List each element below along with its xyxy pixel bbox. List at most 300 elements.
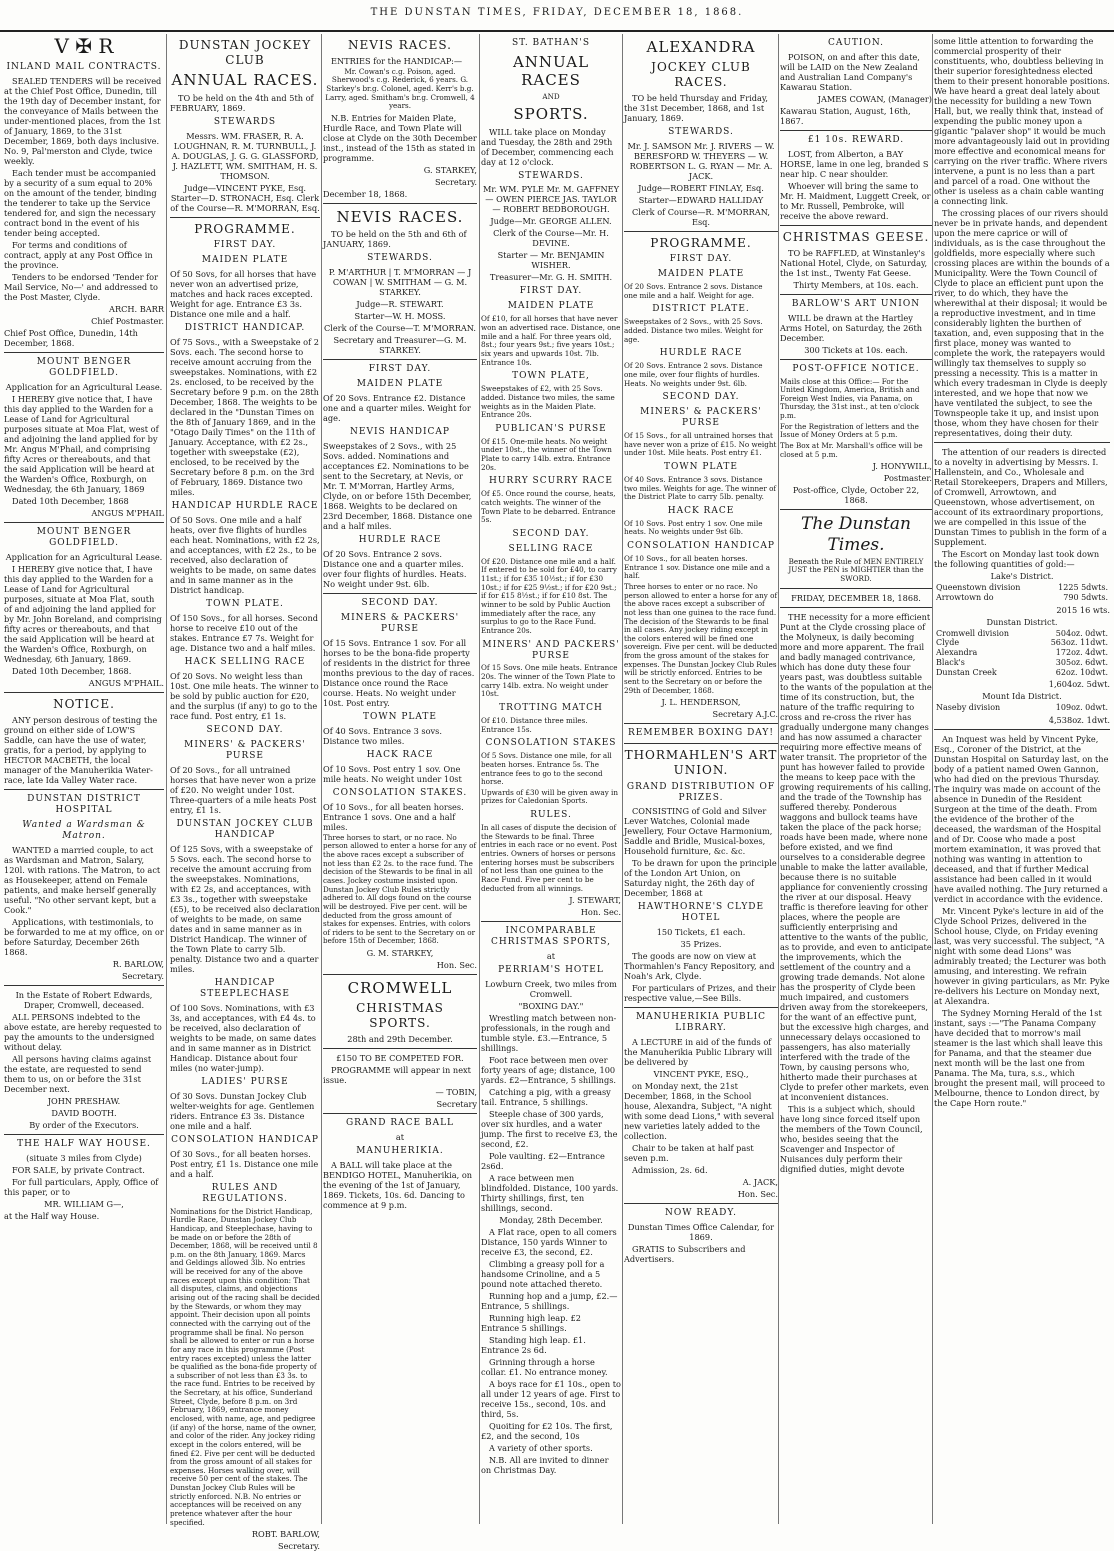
divider (624, 1203, 778, 1204)
race-details: Of 125 Sovs, with a sweepstake of 5 Sovs. each. The second horse to receive the amount accruing from the sweepstakes. Nominations, with £2 2s, and acceptances, with £3 3s., together with sweepstake (£5), to be received also declaration of weights to be made, on same dates and in same manner as in District Handicap. The winner of the Town Plate to carry 5lb. penalty. Distance two and a quarter miles. (170, 843, 320, 974)
signature-title: Secretary. (434, 176, 477, 187)
signature: DAVID BOOTH. (51, 1107, 117, 1118)
race-title: HURDLE RACE (358, 535, 442, 545)
news-paragraph: The Escort on Monday last took down the following quantities of gold:— (934, 549, 1100, 569)
race-details: Of 10 Sovs. Post entry 1 sov. One mile heats. No weights under 9st 6lb. (624, 518, 763, 537)
race-details: Of 50 Sovs. One mile and a half heats, over five flights of hurdles each heat. Nominations, with £2 2s, and acceptances, with £2 2s., to be received, also declaration of weights to be made, on same dates and in same manner as in the District handicap. (170, 515, 320, 596)
signature: A. JACK, (742, 1177, 778, 1188)
race-details: Of 20 Sovs. Entrance £2. Distance one and a quarter miles. Weight for age. (323, 393, 471, 424)
signature: G. M. STARKEY, (366, 948, 434, 959)
gold-quantity: 305oz. 6dwt. (1055, 657, 1108, 667)
signature-title: Secretary (436, 1098, 477, 1109)
news-paragraph: Mr. Vincent Pyke's lecture in aid of the Clyde School Prizes, delivered in the School house, Clyde, on Friday evening last, was very successful. The subject, "A night with some dead Lions" was admirably treated; the Lecturer was both amusing, and interesting. We refrain however in giving particulars, as Mr. Pyke re-delivers his Lecture on Monday next, at Alexandra. (934, 906, 1110, 1006)
officials: Judge—R. STEWART. (356, 299, 444, 310)
gold-table (934, 583, 1110, 603)
subheading: STEWARDS. (518, 170, 584, 181)
paragraph: POISON, on and after this date, will be LAID on the New Zealand and Australian Land Company's Kawarau Station. (780, 51, 920, 92)
race-title: HURRY SCURRY RACE (489, 476, 613, 487)
table-row (934, 668, 1110, 678)
signature: — TOBIN, (435, 1086, 477, 1097)
subheading: Application for an Agricultural Lease. (5, 552, 163, 563)
editorial-paragraph: This is a subject which, should have long since forced itself upon the members of the Town Council, who, besides seeing that the Scavenger and Inspector of Nuisances duly perform their dignified duties, might devote (780, 1103, 923, 1174)
division-name: Naseby division (936, 703, 1001, 713)
heading: CROMWELL (347, 979, 453, 998)
paragraph: A LECTURE in aid of the funds of the Manuherikia Public Library will be delivered by (624, 1037, 773, 1068)
heading: ALEXANDRA (646, 38, 756, 56)
paragraph: A boys race for £1 10s., open to all under 12 years of age. First to receive 15s., second, 10s. and third, 5s. (481, 1379, 621, 1420)
editorial-paragraph: THE necessity for a more efficient Punt at the Clyde crossing place of the Molyneux, is daily becoming more and more apparent. The frail and badly managed contrivance, which has done duty these four years past, was doubtless suitable to the wants of the population at the time of its construction, but, the nature of the traffic requiring to cross and re-cross the river has gradually undergone many changes and has now assumed a character requiring more effective means of water transit. The proprietor of the punt has however failed to provide the means to keep pace with the growing requirements of his calling, and the trade of the Township has suffered thereby. Ponderous waggons and bullock teams have taken the place of the pack horse; roads have been made, where none before existed, and we find ourselves to a considerable degree unable to make the latter available, because there is no suitable appliance for conveniently crossing the river at our disposal. Heavy traffic is therefore leaving for other places, where the people are sufficiently enterprising and attentive to the wants of the public, as to provide, and even to anticipate the improvements, which the settlement of the country and a growing trade demands. Not alone has the prosperity of Clyde been much impaired, and customers driven away from the storekeepers, for the want of an effective punt, but the excessive high charges, and unnecessary delays occasioned to passengers, has also materially interfered with the trade of the Town, by causing persons who, hitherto made their purchases at Clyde to prefer other markets, even at inconvenient distances. (780, 611, 932, 1102)
paragraph: Mails close at this Office:— For the United Kingdom, America, British and Foreign West Indies, via Panama, on Thursday, the 31st inst., at ten o'clock p.m. (780, 376, 920, 421)
dateline: December 18, 1868. (323, 188, 408, 199)
paragraph: For terms and conditions of contract, apply at any Post Office in the province. (4, 240, 153, 271)
signature: J. L. HENDERSON, (661, 697, 741, 708)
paragraph: Tenders to be endorsed 'Tender for Mail Service, No—' and addressed to the Post Master, Clyde. (4, 272, 159, 303)
paragraph: Catching a pig, with a greasy tail. Entrance, 5 shillings. (481, 1087, 611, 1108)
officials: Treasurer—Mr. G. H. SMITH. (489, 272, 613, 283)
heading: PROGRAMME. (194, 221, 296, 236)
heading: ST. BATHAN'S (511, 38, 591, 48)
signature: ANGUS M'PHAIL. (88, 678, 164, 689)
officials: Clerk of Course—R. M'MORRAN, Esq. (632, 206, 770, 227)
subheading: FIRST DAY. (519, 286, 583, 297)
table-heading: Dunstan District. (986, 616, 1058, 627)
news-paragraph: The attention of our readers is directed to a novelty in advertising by Messrs. I. Hallenstein, and Co., Wholesale and Retail Storekeepers, Drapers and Millers, of Cromwell, Arrowtown, and Queenstown, whose advertisement, on account of its extraordinary proportions, we are compelled in this issue of the Dunstan Times to publish in the form of a Supplement. (934, 447, 1108, 547)
table-total: 4,538oz. 1dwt. (1048, 715, 1110, 725)
race-details: Of 10 Sovs. Post entry 1 sov. One mile heats. No weight under 10st (323, 763, 462, 784)
table-row (934, 583, 1110, 593)
signature-title: Hon. Sec. (580, 907, 621, 918)
newspaper-nameplate: The Dunstan Times. (801, 514, 911, 555)
division-name: Dunstan Creek (936, 667, 997, 677)
paragraph: A Flat race, open to all comers Distance, 150 yards Winner to receive £3, the second, £2. (481, 1227, 617, 1258)
paragraph: Lowburn Creek, two miles from Cromwell. (485, 979, 617, 1000)
divider (323, 1048, 477, 1049)
race-details: Of 15 Sovs. One mile heats. Entrance 20s. The winner of the Town Plate to carry 14lb. extra. No weight under 10st. (481, 663, 618, 699)
signature: ANGUS M'PHAIL (91, 508, 164, 519)
paragraph: LOST, from Alberton, a BAY HORSE, lame in one leg, branded S near hip. C near shoulder. (780, 148, 929, 179)
masthead: THE DUNSTAN TIMES, FRIDAY, DECEMBER 18, 1868. (0, 0, 1114, 32)
paragraph: WILL be drawn at the Hartley Arms Hotel, on Saturday, the 26th December. (780, 312, 923, 343)
gold-quantity: 1225 5dwts. (1058, 583, 1108, 592)
race-details: Of 10 Sovs., for all beaten horses. Entrance 1 sovs. One and a half miles. (323, 801, 464, 832)
race-details: Of 10 Sovs., for all beaten horses. Entrance 1 sov. Distance one mile and a half. (624, 554, 770, 581)
subheading: "BOXING DAY." (518, 1001, 584, 1012)
race-title: TOWN PLATE (664, 461, 738, 472)
race-title: DISTRICT HANDICAP. (184, 323, 306, 334)
heading: PROGRAMME. (650, 235, 752, 250)
stewards-list: P. M'ARTHUR | T. M'MORRAN — J COWAN | W. SMITHAM — G. M. STARKEY. (328, 267, 472, 298)
paragraph: Thirty Members, at 10s. each. (793, 279, 919, 290)
table-row (934, 593, 1110, 603)
heading: THE HALF WAY HOUSE. (17, 1138, 151, 1149)
signature: ROBT. BARLOW, (251, 1529, 320, 1540)
paragraph: The Box at Mr. Marshall's office will be closed at 5 p.m. (780, 440, 923, 459)
signature-title: Secretary A.J.C. (712, 709, 778, 720)
divider (780, 294, 932, 295)
heading: NOTICE. (53, 697, 115, 712)
stewards-list: Mr. WM. PYLE Mr. M. GAFFNEY — OWEN PIERCE JAS. TAYLOR — ROBERT BEDBOROUGH. (482, 184, 620, 215)
gold-quantity: 790 5dwts. (1063, 592, 1108, 602)
subheading: FIRST DAY. (669, 254, 733, 265)
heading: INCOMPARABLE CHRISTMAS SPORTS, (491, 926, 611, 948)
signature: J. HONYWILL, (872, 461, 932, 472)
paragraph: ENTRIES for the HANDICAP:— (331, 55, 463, 66)
subheading: FIRST DAY. (213, 240, 277, 251)
divider (780, 225, 932, 226)
heading: THORMAHLEN'S ART UNION. (624, 748, 778, 777)
race-title: TOWN PLATE, (512, 371, 590, 382)
heading: NEVIS RACES. (348, 38, 452, 52)
race-title: TOWN PLATE (363, 711, 437, 722)
paragraph: The goods are now on view at Thormahlen's Fancy Repository, and Noah's Ark, Clyde. (624, 951, 775, 982)
column-divider (778, 34, 779, 1524)
race-details: Of 40 Sovs. Entrance 3 sovs. Distance two miles. (323, 725, 442, 746)
race-title: DISTRICT PLATE. (652, 304, 750, 315)
paragraph: For full particulars, Apply, Office of this paper, or to (4, 1176, 159, 1197)
paragraph: Chair to be taken at half past seven p.m. (624, 1143, 754, 1164)
editorial-paragraph: some little attention to forwarding the commercial prosperity of their constituents, who, doubtless believing in their superior foresightedness elected them to their present honorable positions. We have heard a great deal lately about the necessity for building a new Town Hall, but, we really think that, instead of expending the public money upon a gigantic "palaver shop" it would be much more advantageously laid out in providing more effective and economical means for carrying on the river traffic. Where rivers intervene, a punt is no less than a part and parcel of a road. One without the other is useless as a chain cable wanting a connecting link. (934, 36, 1110, 206)
column-3 (323, 34, 477, 1524)
paragraph: Grinning through a horse collar. £1. No entrance money. (481, 1357, 608, 1378)
divider (323, 203, 477, 204)
heading: ANNUAL RACES (512, 52, 590, 90)
stewards-list: Mr. J. SAMSON Mr. J. RIVERS — W. BERESFORD W. THEYERS — W. ROBERTSON L. G. RYAN — Mr. A. JACK. (627, 140, 775, 181)
subheading: £150 TO BE COMPETED FOR. (336, 1052, 464, 1063)
heading: MANUHERIKIA PUBLIC LIBRARY. (635, 1012, 767, 1034)
divider (4, 692, 164, 693)
column-1 (4, 34, 164, 1524)
stewards-list: Messrs. WM. FRASER, R. A. LOUGHNAN, R. M. TURNBULL, J. A. DOUGLAS, J. G. G. GLASSFORD, J. HAZLETT, WM. SMITHAM, H. S. THOMSON. (171, 130, 319, 181)
rules-text: Three horses to enter or no race. No person allowed to enter a horse for any of the above races except a subscriber of not less than one guinea to the race fund. The decision of the Stewards to be final in all cases. Any jockey riding except in the colors entered will be fined one sovereign. Five per cent. will be deducted from the gross amount of the stakes for expenses. The Dunstan Jockey Club Rules will be strictly enforced. Entries to be sent to the Secretary on or before the 29th of December, 1868. (624, 582, 778, 695)
signature-title: Secretary. (277, 1541, 320, 1551)
table-row (934, 658, 1110, 668)
paragraph: A BALL will take place at the BENDIGO HOTEL, Manuherikia, on the evening of the 1st of January, 1869. Tickets, 10s. 6d. Dancing to commence at 9 p.m. (323, 1159, 473, 1210)
rules-text: Nominations for the District Handicap, Hurdle Race, Dunstan Jockey Club Handicap, and Steeplechase, having to be made on or before the 28th of December, 1868, will be received until 8 p.m. on the 8th January, 1869. Marcs and Geldings allowed 3lb. No entries will be received for any of the above races except upon this condition: That all disputes, claims, and objections arising out of the racing shall be decided by the Stewards, or whom they may appoint. Their decision upon all points connected with the carrying out of the programme shall be final. No person shall be allowed to enter or run a horse for any race in this programme (Post entry races excepted) unless the latter be qualified as the bona-fide property of a subscriber of not less than £3 3s. to the race fund. Entries to be received by the Secretary, at his office, Sunderland Street, Clyde, before 8 p.m. on 3rd February, 1869, entrance money enclosed, with name, age, and pedigree (if any) of the horse, name of the owner, and color of the rider. Any jockey riding except in the colors entered, will be fined £2. Five per cent will be deducted from the gross amount of all stakes for expenses. Horses walking over, will receive 50 per cent of the stakes. The Dunstan Jockey Club Rules will be strictly enforced. N.B. No entries or acceptances will be received on any pretence whatever after the hour specified. (170, 1206, 320, 1527)
heading: MANUHERIKIA. (356, 1145, 444, 1156)
column-2 (170, 34, 320, 1551)
race-title: DUNSTAN JOCKEY CLUB HANDICAP (176, 818, 314, 840)
paragraph: SEALED TENDERS will be received at the Chief Post Office, Dunedin, till the 19th day of December instant, for the conveyance of Mails between the under-mentioned places, from the 1st of January, 1869, to the 31st December, 1869, both days inclusive. No. 9, Pal'merston and Clyde, twice weekly. (4, 76, 162, 167)
race-title: CONSOLATION STAKES. (332, 787, 468, 798)
issue-date: FRIDAY, DECEMBER 18, 1868. (791, 592, 921, 603)
subheading: Application for an Agricultural Lease. (5, 382, 163, 393)
paragraph: Standing high leap. £1. Entrance 2s 6d. (481, 1335, 586, 1356)
officials: Starter—W. H. MOSS. (354, 311, 446, 322)
paragraph: 35 Prizes. (680, 939, 722, 950)
signature: G. STARKEY, (423, 164, 477, 175)
race-details: Of 40 Sovs. Entrance 3 sovs. Distance two miles. Weights for age. The winner of the District Plate to carry 5lb. penalty. (624, 474, 777, 502)
race-title: MAIDEN PLATE (507, 301, 595, 312)
officials: Clerk of the Course—Mr. H. DEVINE. (493, 228, 609, 249)
heading: CHRISTMAS GEESE. (782, 229, 930, 244)
divider (170, 217, 320, 218)
paragraph: Quoiting for £2 10s. The first, £2, and the second, 10s (481, 1421, 613, 1442)
paragraph: WANTED a married couple, to act as Wardsman and Matron, Salary, 120l. with rations. The Matron, to act as Housekeeper, attend on Female patients, and make herself generally useful. "No other servant kept, but a Cook." (4, 844, 161, 915)
gold-table (934, 703, 1110, 713)
race-title: TOWN PLATE. (206, 599, 284, 610)
table-row (934, 648, 1110, 658)
paragraph: on Monday next, the 21st December, 1868, in the School house, Alexandra, Subject, "A night with some dead Lions," with several new varieties lately added to the collection. (624, 1081, 775, 1142)
divider (624, 1007, 778, 1008)
race-details: Of 100 Sovs. Nominations, with £3 3s, and acceptances, with £4 4s. to be received, also declaration of weights to be made, on same dates and in same manner as in District Handicap. Distance about four miles (no water-jump). (170, 1002, 317, 1073)
race-title: HACK SELLING RACE (184, 656, 306, 667)
divider (323, 593, 477, 594)
race-title: HACK RACE (667, 505, 735, 516)
paragraph: A race between men blindfolded. Distance, 100 yards. Thirty shillings, first, ten shillings, second. (481, 1173, 619, 1214)
heading: DUNSTAN JOCKEY CLUB (178, 38, 312, 67)
race-details: Of 20 Sovs. Entrance 2 sovs. Distance one mile and a half. Weight for age. (624, 282, 763, 300)
divider (481, 921, 621, 922)
paragraph: 300 Tickets at 10s. each. (804, 344, 908, 355)
gold-quantity: 172oz. 4dwt. (1055, 648, 1108, 657)
signature-title: Postmaster. (883, 473, 932, 484)
heading: ANNUAL RACES. (171, 71, 319, 90)
division-name: Clyde (936, 638, 960, 648)
column-divider (321, 34, 322, 1524)
paragraph: All persons having claims against the estate, are requested to send them to us, on or before the 31st December next. (4, 1053, 152, 1094)
race-title: CONSOLATION HANDICAP (171, 1134, 319, 1145)
race-details: Of 30 Sovs., for all beaten horses. Post entry, £1 1s. Distance one mile and a half. (170, 1148, 319, 1179)
subheading: STEWARDS. (367, 253, 433, 264)
officials: Judge—Mr. GEORGE ALLEN. (490, 216, 612, 227)
heading: MOUNT BENGER GOLDFIELD. (36, 357, 132, 379)
officials: Starter — Mr. BENJAMIN WISHER. (497, 250, 605, 271)
heading: INLAND MAIL CONTRACTS. (6, 62, 162, 73)
paragraph: CONSISTING of Gold and Silver Lever Watches, Colonial made Jewellery, Four Octave Harmonium, Saddle and Bridle, Musical-boxes, Household furniture, &c. &c. (624, 806, 773, 857)
race-details: Of £10, for all horses that have never won an advertised race. Distance, one mile and a half. For three years old, 8st.; four years 9st.; five years 10st.; six years and upwards 10st. 7lb. Entrance 10s. (481, 314, 621, 367)
subheading: SECOND DAY. (206, 724, 284, 735)
race-title: MINERS' & PACKERS' PURSE (184, 739, 306, 761)
paragraph: For the Registration of letters and the Issue of Money Orders at 5 p.m. (780, 421, 919, 440)
race-title: PUBLICAN'S PURSE (495, 423, 607, 434)
race-title: MINERS' AND PACKERS' PURSE (482, 639, 620, 661)
race-details: Sweepstakes of 2 Sovs., with 25 Sovs. added. Nominations and acceptances £2. Nominations to be sent to the Secretary, at Nevis, or Mr. T. M'Morran, Hartley Arms, Clyde, on or before 15th December, 1868. Weights to be declared on 23rd December, 1868. Distance one and a half miles. (323, 441, 473, 531)
paragraph: ANY person desirous of testing the ground on either side of LOW'S Saddle, can have the use of water, gratis, for a period, by applying to HECTOR MACBETH, the local manager of the Manuherikia Water-race, late Ida Valley Water race. (4, 714, 158, 785)
divider (780, 509, 932, 510)
officials: Starter—EDWARD HALLIDAY (638, 194, 764, 205)
paragraph: Dunstan Times Office Calendar, for 1869. (627, 1222, 775, 1243)
heading: SPORTS. (513, 105, 589, 124)
paragraph: TO be held on the 5th and 6th of JANUARY, 1869. (323, 229, 467, 250)
heading: PERRIAM'S HOTEL (498, 965, 604, 976)
race-title: HANDICAP STEEPLECHASE (200, 977, 290, 999)
news-paragraph: An Inquest was held by Vincent Pyke, Esq., Coroner of the District, at the Dunstan Hospital on Saturday last, on the body of a patient named Owen Gannon, who had died on the previous Thursday. The inquiry was made on account of the absence in Dunedin of the Resident Surgeon at the time of the death. From the evidence of the brother of the deceased, the wardsman of the Hospital and of Dr. Coose who made a post mortem examination, it was proved that nothing was wanting in attention to deceased, and that if further Medical assistance had been called in it would have availed nothing. The Jury returned a verdict in accordance with the evidence. (934, 734, 1109, 904)
race-title: SELLING RACE (508, 543, 594, 554)
divider (4, 1134, 164, 1135)
dateline: Kawarau Station, August, 16th, 1867. (780, 105, 911, 126)
paragraph: ALL PERSONS indebted to the above estate, are hereby requested to pay the amounts to the undersigned without delay. (4, 1011, 162, 1052)
heading: CHRISTMAS SPORTS. (356, 1001, 444, 1031)
divider (323, 359, 477, 360)
dateline: Chief Post Office, Dunedin, 14th December, 1868. (4, 328, 138, 349)
officials: Secretary and Treasurer—G. M. STARKEY. (333, 335, 467, 356)
paragraph: N.B. All are invited to dinner on Christmas Day. (481, 1455, 609, 1476)
paragraph: Pole vaulting. £2—Entrance 2s6d. (481, 1151, 605, 1172)
divider (780, 588, 932, 589)
subheading: GRAND DISTRIBUTION OF PRIZES. (626, 781, 776, 803)
race-title: MAIDEN PLATE (356, 379, 444, 390)
editorial-paragraph: The crossing places of our rivers should never be in private hands, and dependent upon the mere caprice or will of individuals, as is the case throughout the goldfields, more especially where such crossing places are within the bounds of a Municipality. Were the Town Council of Clyde to place an efficient punt upon the river, to do which, they have the wherewithal at their disposal; it would be a reproductive investment, and in time considerably lighten the burthen of taxation, and, even supposing that in the first place, money was wanted to complete the work, the ratepayers would willingly tax themselves to supply so pressing a necessity. This is a matter in which every tradesman in Clyde is deeply interested, and we hope that now we have ventilated the subject, to see the Townspeople take it up, and insist upon those, whom they have chosen for their representatives, doing their duty. (934, 208, 1110, 438)
subheading: 28th and 29th December. (347, 1033, 453, 1044)
paragraph: TO be RAFFLED, at Winstanley's National Hotel, Clyde, on Saturday, the 1st inst., Twenty Fat Geese. (780, 247, 928, 278)
race-title: MINERS & PACKERS' PURSE (340, 612, 460, 634)
table-total: 1,604oz. 5dwt. (1048, 679, 1110, 690)
paragraph: TO be held on the 4th and 5th of FEBRUARY, 1869. (170, 92, 314, 113)
entries-list: Mr. Cowan's c.g. Poison, aged. Sherwood's c.g. Rederick, 6 years. G. Starkey's br.g. Colonel, aged. Kerr's b.g. Larry, aged. Smitham's br.g. Cromwell, 4 years. (325, 66, 475, 111)
table-row (934, 703, 1110, 713)
paragraph: Applications, with testimonials, to be forwarded to me at my office, on or before Saturday, December 26th 1868. (4, 916, 164, 957)
column-divider (622, 34, 623, 1524)
race-details: Of £15. One-mile heats. No weight under 10st., the winner of the Town Plate to carry 14lb. extra. Entrance 20s. (481, 436, 612, 472)
signature: JOHN PRESHAW. (47, 1095, 121, 1106)
heading: CAUTION. (827, 38, 885, 48)
gold-quantity: 109oz. 0dwt. (1055, 703, 1108, 713)
signature: MR. WILLIAM G—, (44, 1198, 124, 1209)
paragraph: Running hop and a jump, £2.—Entrance, 5 shillings. (481, 1291, 618, 1312)
race-details: Of 150 Sovs., for all horses. Second horse to receive £10 out of the stakes. Entrance £7 7s. Weight for age. Distance two and a half miles. (170, 612, 318, 653)
officials: Judge—VINCENT PYKE, Esq. Starter—D. STRONACH, Esq. Clerk of the Course—R. M'MORRAN, Esq. (170, 182, 320, 213)
race-details: Of 20 Sovs., for all untrained horses that have never won a prize of £20. No weight under 10st. Three-quarters of a mile heats Post entry, £1 1s. (170, 764, 317, 815)
subheading: RULES. (530, 810, 572, 821)
race-details: Sweepstakes of 2 Sovs., with 25 Sovs. added. Distance two miles. Weight for age. (624, 317, 763, 344)
divider (780, 359, 932, 360)
subheading: Monday, 28th December. (499, 1215, 603, 1226)
race-title: MAIDEN PLATE (201, 255, 289, 266)
news-paragraph: The Sydney Morning Herald of the 1st instant, says :—"The Panama Company have decided that to morrow's mail steamer is the last which shall leave this for Panama, and that the steamer due next month will be the last one from Panama. The Ma, tura, s.s., which brought the present mail, will proceed to Melbourne, thence to London direct, by the Cape Horn route." (934, 1008, 1105, 1108)
division-name: Cromwell division (936, 628, 1009, 638)
paragraph: WILL take place on Monday and Tuesday, the 28th and 29th of December, commencing each day at 12 o'clock. (481, 126, 614, 167)
column-divider (166, 34, 167, 1524)
division-name: Alexandra (936, 648, 978, 657)
divider (624, 743, 778, 744)
race-title: MINERS' & PACKERS' PURSE (640, 407, 762, 429)
paragraph: To be drawn for upon the principle of the London Art Union, on Saturday night, the 26th day of December, 1868 at (624, 858, 777, 899)
gold-quantity: 504oz. 0dwt. (1055, 628, 1108, 638)
paragraph: Upwards of £30 will be given away in prizes for Caledonian Sports. (481, 787, 618, 806)
royal-crest-icon: V ✠ R (54, 34, 114, 58)
subheading: (situate 3 miles from Clyde) (26, 1152, 142, 1163)
column-divider (479, 34, 480, 1524)
heading: NEVIS RACES. (336, 207, 464, 226)
race-title: LADIES' PURSE (201, 1076, 289, 1087)
race-details: Of 30 Sovs. Dunstan Jockey Club welter-weights for age. Gentlemen riders. Entrance £3 3s. Distance one mile and a half. (170, 1090, 315, 1131)
signature: ARCH. BARR (109, 304, 164, 315)
heading: MOUNT BENGER GOLDFIELD. (36, 527, 132, 549)
divider (4, 352, 164, 353)
column-divider (932, 34, 933, 1524)
table-row (934, 629, 1110, 639)
signature-title: Hon. Sec. (737, 1189, 778, 1200)
motto: Beneath the Rule of MEN ENTIRELY JUST the PEN is MIGHTIER than the SWORD. (788, 556, 924, 584)
race-title: CONSOLATION HANDICAP (627, 541, 775, 552)
divider (4, 789, 164, 790)
paragraph: GRATIS to Subscribers and Advertisers. (624, 1244, 746, 1265)
dateline: Post-office, Clyde, October 22, 1868. (792, 485, 920, 506)
paragraph: I HEREBY give notice that, I have this day applied to the Warden for a Lease of Land for Agricultural purposes situate at Moa Flat, west of and adjoining the land applied for by Mr. Angus M'Phail, and comprising fifty Acres or thereabouts, and that the said Application will be heard at the Warden's Office, Roxburgh, on Wednesday, the 6th January, 1869 (4, 394, 159, 495)
subheading: SECOND DAY. (512, 528, 590, 539)
heading: HAWTHORNE'S CLYDE HOTEL (637, 902, 765, 924)
signature-title: By order of the Executors. (29, 1119, 139, 1130)
heading: Wanted a Wardsman & Matron. (22, 819, 146, 841)
divider (934, 729, 1110, 730)
division-name: Queenstown division (936, 583, 1021, 592)
paragraph: N.B. Entries for Maiden Plate, Hurdle Race, and Town Plate will close at Clyde on the 30th December inst., instead of the 15th as stated in programme. (323, 112, 477, 163)
heading: GRAND RACE BALL (345, 1117, 455, 1128)
divider (4, 522, 164, 523)
subheading: SECOND DAY. (361, 597, 439, 608)
paragraph: For particulars of Prizes, and their respective value,—See Bills. (624, 983, 776, 1004)
gold-quantity: 62oz. 10dwt. (1055, 667, 1108, 677)
heading: £1 10s. REWARD. (807, 134, 905, 145)
column-5 (624, 34, 778, 1524)
heading: JOCKEY CLUB RACES. (651, 60, 751, 89)
dateline: Dated 10th December, 1868 (12, 496, 129, 507)
table-heading: Mount Ida District. (982, 691, 1062, 702)
race-details: Of 50 Sovs, for all horses that have never won an advertised prize, matches and hack races excepted. Weight for age. Entrance £3 3s. Distance one mile and a half. (170, 269, 317, 320)
race-details: Of 20 Sovs. No weight less than 10st. One mile heats. The winner to be sold by public auction for £20, and the surplus (if any) to go to the race fund. Post entry, £1 1s. (170, 670, 319, 721)
race-title: CONSOLATION STAKES (485, 738, 617, 749)
paragraph: FOR SALE, by private Contract. (12, 1164, 145, 1175)
paragraph: Foot race between men over forty years of age; distance, 100 yards. £2—Entrance, 5 shillings. (481, 1055, 616, 1086)
signature: R. BARLOW, (112, 958, 164, 969)
column-7 (934, 34, 1110, 1524)
divider (780, 130, 932, 131)
division-name: Black's (936, 657, 965, 667)
race-details: Of 15 Sovs. Entrance 1 sov. For all horses to be the bona-fide property of residents in the district for three months previous to the day of races. Distance once round the Race course. Heats. No weight under 10st. Post entry. (323, 637, 475, 708)
paragraph: 150 Tickets, £1 each. (656, 927, 746, 938)
race-details: Of £10. Distance three miles. Entrance 15s. (481, 716, 588, 734)
race-details: Of 75 Sovs., with a Sweepstake of 2 Sovs. each. The second horse to receive amount accruing from the sweepstakes. Nominations, with £2 2s. enclosed, to be received by the Secretary before 9 p.m. on the 28th December, 1868. The weights to be declared in the "Dunstan Times on the 8th of January 1869, and in the "Otago Daily Times" on the 11th of January. Acceptance, with £2 2s., together with sweepstake (£2), enclosed, to be received by the Secretary before 8 p.m. on the 3rd of February, 1869. Distance two miles. (170, 337, 319, 498)
division-name: Arrowtown do (936, 592, 994, 602)
race-title: HACK RACE (366, 749, 434, 760)
subheading: at (395, 1131, 405, 1142)
paragraph: Whoever will bring the same to Mr. H. Maidment, Luggett Creek, or to Mr. Russell, Pembroke, will receive the above reward. (780, 180, 931, 221)
divider (323, 1113, 477, 1114)
column-4 (481, 34, 621, 1524)
divider (323, 974, 477, 975)
divider (624, 231, 778, 232)
paragraph: Admission, 2s. 6d. (632, 1165, 708, 1176)
subheading: FIRST DAY. (368, 364, 432, 375)
subheading: SECOND DAY. (662, 392, 740, 403)
divider (4, 985, 164, 986)
gold-table (934, 629, 1110, 678)
signature-title: Secretary. (121, 970, 164, 981)
race-title: HURDLE RACE (659, 348, 743, 359)
paragraph: Steeple chase of 300 yards, over six hurdles, and a water jump. The first to receive £3, the second, £2. (481, 1109, 618, 1150)
officials: Clerk of the Course—T. M'MORRAN. (323, 323, 477, 334)
signature-title: Chief Postmaster. (91, 316, 164, 327)
race-details: Of £5. Once round the course, heats, catch weights. The winner of the Town Plate to be debarred. Entrance 5s. (481, 489, 616, 525)
race-title: NEVIS HANDICAP (350, 427, 450, 438)
subheading: In the Estate of Robert Edwards, Draper, Cromwell, deceased. (15, 989, 153, 1010)
column-6 (780, 34, 932, 1524)
subheading: STEWARDS (213, 116, 277, 127)
race-details: Of 20 Sovs. Entrance 2 sovs. Distance one mile, over four flights of hurdles. Heats. No weights under 9st. 6lb. (624, 361, 763, 388)
paragraph: Wrestling match between non-professionals, in the rough and tumble style. £3.—Entrance, 5 shillings. (481, 1013, 617, 1054)
paragraph: Climbing a greasy poll for a handsome Crinoline, and a 5 pound note attached thereto. (481, 1259, 605, 1290)
divider (934, 442, 1110, 443)
table-row (934, 638, 1110, 648)
signature: J. STEWART, (569, 895, 621, 906)
dateline: Dated 10th December, 1868. (12, 666, 132, 677)
heading: NOW READY. (664, 1208, 738, 1219)
paragraph: Each tender must be accompanied by a security of a sum equal to 20% on the amount of the tender, binding the tenderer to take up the Service tendered for, and sign the necessary contract bond in the event of his tender being accepted. (4, 168, 157, 239)
rules-text: Three horses to start, or no race. No person allowed to enter a horse for any of the above races except a subscriber of not less than £2 2s. to the race fund. The decision of the Stewards to be final in all cases. Jockey costume insisted upon. Dunstan Jockey Club Rules strictly adhered to. All dogs found on the course will be destroyed. Five per cent. will be deducted from the gross amount of stakes for expenses. Entries, with colors of riders to be sent to the Secretary on or before 15th of December, 1868. (323, 832, 477, 946)
subheading: VINCENT PYKE, ESQ., (653, 1069, 749, 1080)
subheading: STEWARDS. (668, 126, 734, 137)
divider (780, 607, 932, 608)
